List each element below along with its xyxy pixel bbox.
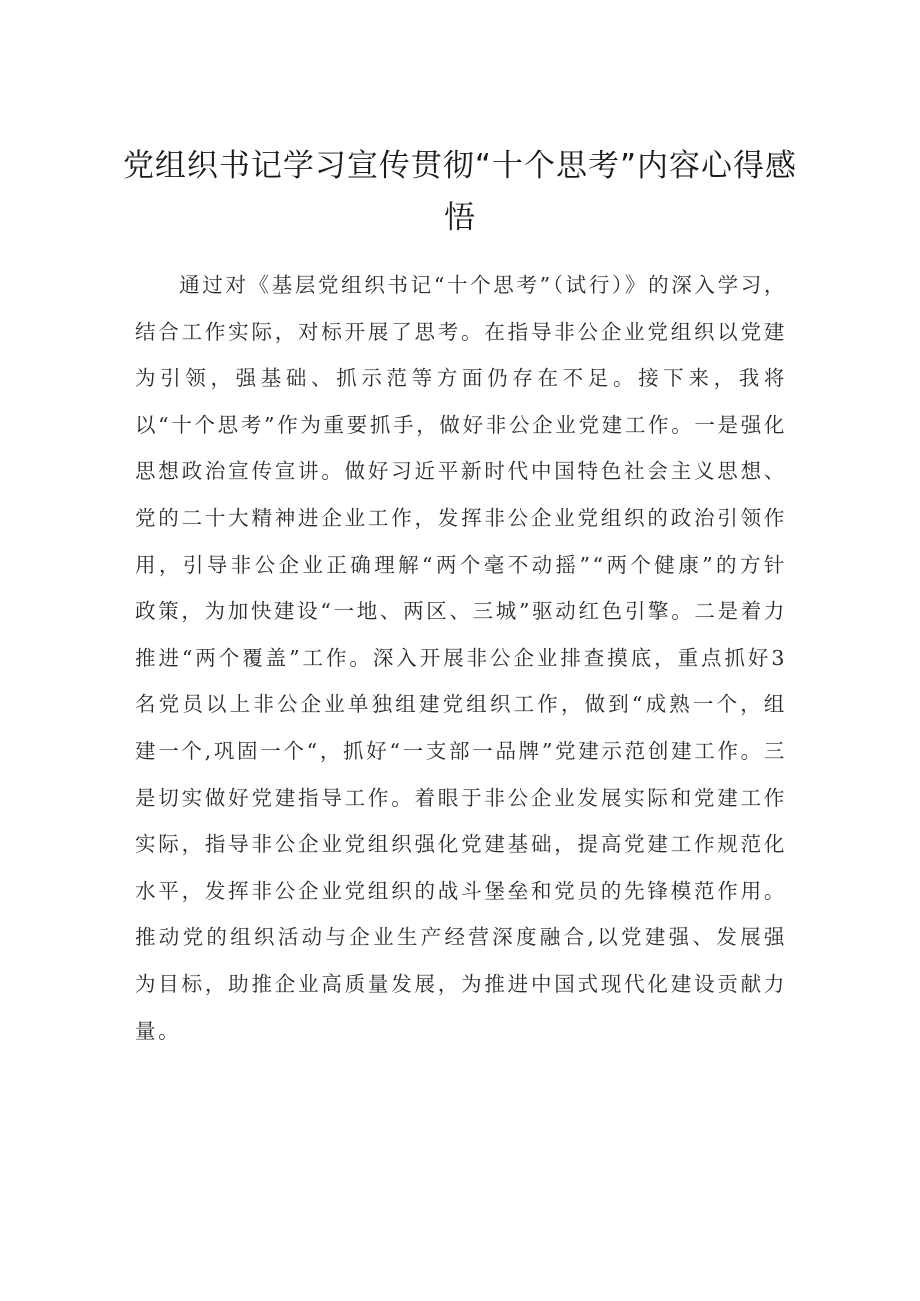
document-title: 党组织书记学习宣传贯彻“十个思考”内容心得感悟 [122,148,798,236]
body-paragraph: 通过对《基层党组织书记“十个思考”（试行）》的深入学习，结合工作实际，对标开展了思考。在指导非公企业党组织以党建为引领，强基础、抓示范等方面仍存在不足。接下来，我将以“十个思考”作为重要抓手，做好非公企业党建工作。一是强化思想政治宣传宣讲。做好习近平新时代中国特色社会主义思想、党的二十大精神进企业工作，发挥非公企业党组织的政治引领作用，引导非公企业正确理解“两个毫不动摇”“两个健康”的方针政策，为加快建设“一地、两区、三城”驱动红色引擎。二是着力推进“两个覆盖”工作。深入开展非公企业排查摸底，重点抓好3名党员以上非公企业单独组建党组织工作，做到“成熟一个，组建一个,巩固一个“，抓好“一支部一品牌”党建示范创建工作。三是切实做好党建指导工作。着眼于非公企业发展实际和党建工作实际，指导非公企业党组织强化党建基础，提高党建工作规范化水平，发挥非公企业党组织的战斗堡垒和党员的先锋模范作用。推动党的组织活动与企业生产经营深度融合,以党建强、发展强为目标，助推企业高质量发展，为推进中国式现代化建设贡献力量。 [135,273,787,1043]
